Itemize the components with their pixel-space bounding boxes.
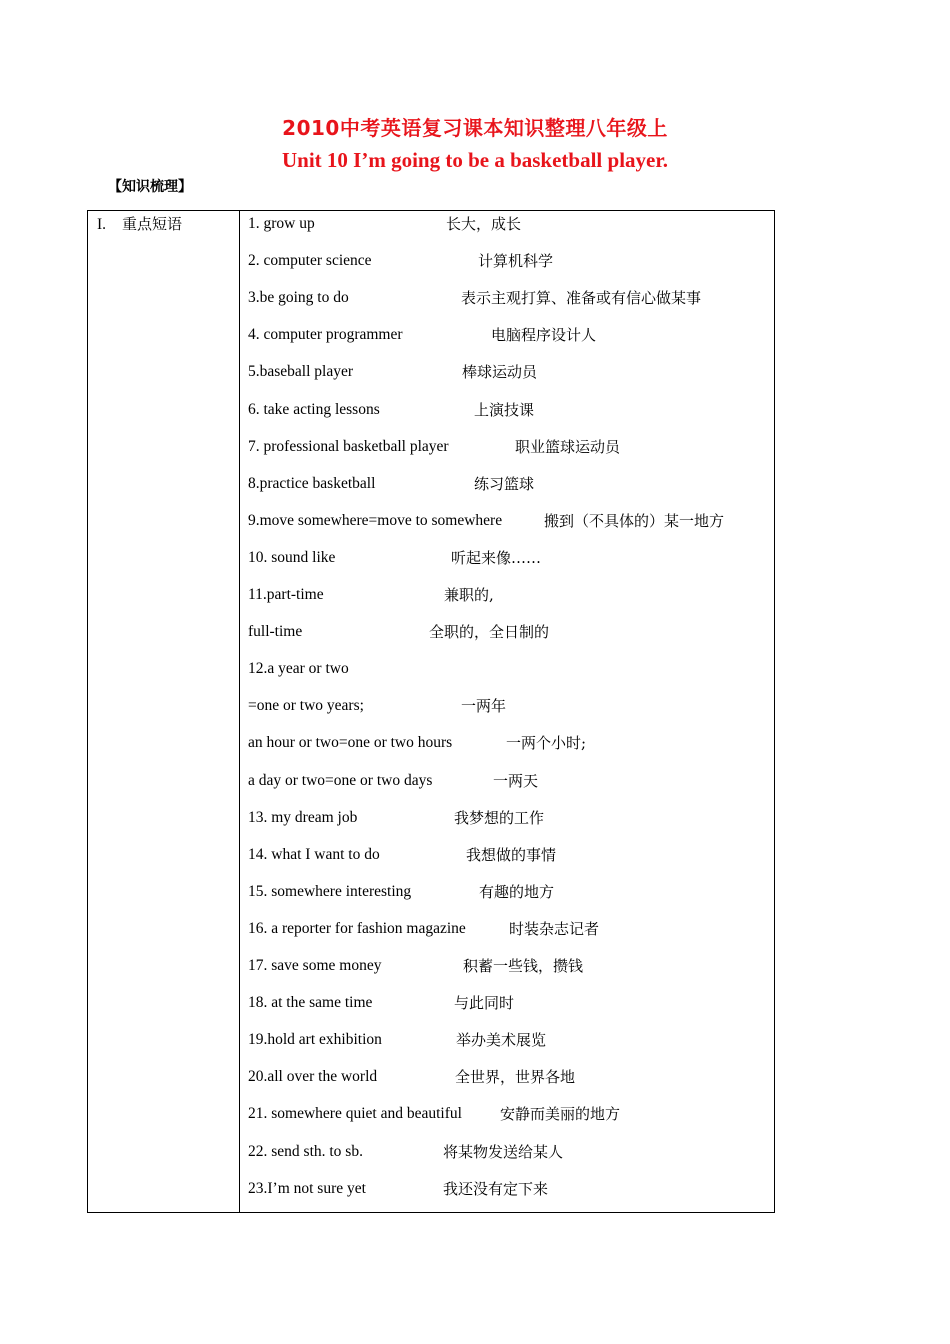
section-heading: 【知识梳理】 bbox=[108, 179, 192, 195]
phrase-row bbox=[248, 1140, 768, 1164]
phrase-english: 7. professional basketball player bbox=[248, 437, 449, 455]
phrase-chinese: 我还没有定下来 bbox=[443, 1179, 549, 1198]
phrase-row bbox=[248, 212, 768, 236]
phrase-row bbox=[248, 1102, 768, 1126]
phrase-chinese: 一两天 bbox=[493, 771, 539, 790]
phrase-english: 9.move somewhere=move to somewhere bbox=[248, 511, 503, 529]
phrase-english: 4. computer programmer bbox=[248, 326, 403, 344]
phrase-row bbox=[248, 472, 768, 496]
phrase-english: 22. send sth. to sb. bbox=[248, 1142, 363, 1160]
phrase-english: 10. sound like bbox=[248, 548, 336, 566]
phrase-chinese: 表示主观打算、准备或有信心做某事 bbox=[461, 289, 702, 308]
phrase-chinese: 计算机科学 bbox=[478, 252, 554, 271]
phrase-english: =one or two years; bbox=[248, 697, 364, 715]
phrase-chinese: 一两个小时; bbox=[506, 734, 587, 753]
phrase-english: 3.be going to do bbox=[248, 289, 349, 307]
phrase-english: 16. a reporter for fashion magazine bbox=[248, 919, 466, 937]
phrase-english: 6. take acting lessons bbox=[248, 400, 380, 418]
phrase-english: 21. somewhere quiet and beautiful bbox=[248, 1105, 462, 1123]
phrase-chinese: 我梦想的工作 bbox=[454, 808, 545, 827]
phrase-row bbox=[248, 509, 768, 533]
phrase-english: 12.a year or two bbox=[248, 660, 349, 678]
phrase-chinese: 全职的，全日制的 bbox=[429, 623, 550, 642]
phrase-table bbox=[87, 210, 775, 1213]
category-number: I. bbox=[97, 216, 107, 233]
phrase-chinese: 积蓄一些钱，攒钱 bbox=[463, 957, 584, 975]
phrase-english: 1. grow up bbox=[248, 215, 315, 232]
phrase-chinese: 电脑程序设计人 bbox=[491, 326, 597, 345]
phrase-chinese: 有趣的地方 bbox=[479, 882, 555, 901]
phrase-english: full-time bbox=[248, 623, 303, 641]
phrase-row bbox=[248, 435, 768, 459]
phrase-row bbox=[248, 546, 768, 570]
phrase-chinese: 全世界，世界各地 bbox=[455, 1068, 576, 1087]
phrase-row bbox=[248, 991, 768, 1015]
phrase-chinese: 将某物发送给某人 bbox=[443, 1142, 564, 1161]
phrase-row bbox=[248, 657, 768, 681]
phrase-chinese: 一两年 bbox=[461, 697, 507, 716]
phrase-english: 17. save some money bbox=[248, 957, 382, 974]
phrase-chinese: 听起来像…… bbox=[451, 548, 542, 567]
phrase-row bbox=[248, 1065, 768, 1089]
phrase-english: 18. at the same time bbox=[248, 994, 373, 1012]
category-label: 重点短语 bbox=[122, 215, 183, 233]
phrase-row bbox=[248, 731, 768, 755]
phrase-chinese: 长大，成长 bbox=[446, 215, 522, 233]
phrase-row bbox=[248, 806, 768, 830]
phrase-row bbox=[248, 917, 768, 941]
phrase-english: 20.all over the world bbox=[248, 1068, 378, 1086]
phrase-english: 2. computer science bbox=[248, 252, 372, 270]
phrase-english: 8.practice basketball bbox=[248, 474, 376, 492]
page-title-english: Unit 10 I’m going to be a basketball player. bbox=[281, 148, 668, 172]
phrase-row bbox=[248, 249, 768, 273]
category-cell bbox=[97, 214, 182, 235]
phrase-chinese: 与此同时 bbox=[454, 994, 515, 1013]
phrase-chinese: 我想做的事情 bbox=[466, 845, 557, 864]
phrase-row bbox=[248, 620, 768, 644]
phrase-chinese: 安静而美丽的地方 bbox=[500, 1105, 621, 1124]
phrase-english: a day or two=one or two days bbox=[248, 771, 433, 789]
phrase-row bbox=[248, 398, 768, 422]
phrase-chinese: 兼职的, bbox=[444, 586, 494, 604]
phrase-chinese: 练习篮球 bbox=[474, 474, 535, 493]
phrase-chinese: 职业篮球运动员 bbox=[515, 437, 621, 456]
phrase-row bbox=[248, 360, 768, 384]
phrase-english: an hour or two=one or two hours bbox=[248, 734, 453, 752]
phrase-row bbox=[248, 880, 768, 904]
phrase-english: 19.hold art exhibition bbox=[248, 1031, 382, 1049]
phrase-english: 5.baseball player bbox=[248, 363, 354, 381]
phrase-row bbox=[248, 843, 768, 867]
phrase-row bbox=[248, 694, 768, 718]
column-divider bbox=[239, 211, 240, 1212]
page-title-chinese: 2010中考英语复习课本知识整理八年级上 bbox=[282, 116, 668, 140]
phrase-row bbox=[248, 1028, 768, 1052]
phrase-english: 13. my dream job bbox=[248, 808, 358, 826]
phrase-row bbox=[248, 1177, 768, 1201]
phrase-chinese: 上演技课 bbox=[474, 400, 535, 419]
phrase-english: 23.I’m not sure yet bbox=[248, 1179, 366, 1197]
phrase-english: 14. what I want to do bbox=[248, 845, 380, 863]
phrase-row bbox=[248, 323, 768, 347]
phrase-chinese: 时装杂志记者 bbox=[509, 919, 600, 938]
phrase-english: 15. somewhere interesting bbox=[248, 882, 412, 900]
phrase-row bbox=[248, 286, 768, 310]
phrase-chinese: 搬到（不具体的）某一地方 bbox=[544, 511, 725, 530]
phrase-english: 11.part-time bbox=[248, 586, 324, 603]
phrase-row bbox=[248, 583, 768, 607]
phrase-row bbox=[248, 769, 768, 793]
phrase-chinese: 棒球运动员 bbox=[462, 363, 538, 382]
phrase-row bbox=[248, 954, 768, 978]
phrase-chinese: 举办美术展览 bbox=[456, 1031, 547, 1050]
